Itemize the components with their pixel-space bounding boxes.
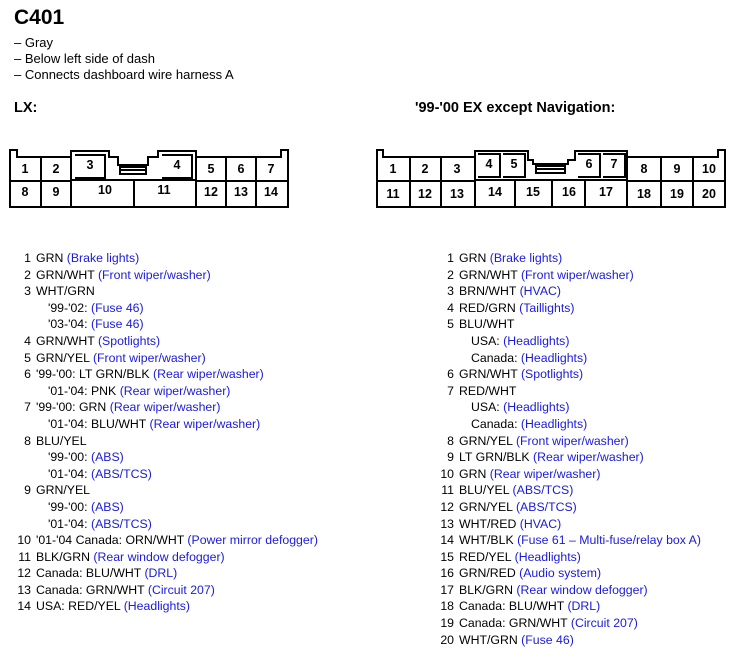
lx-cell-3: 3 xyxy=(86,158,94,172)
lx-cell-10: 10 xyxy=(98,183,112,197)
lx-pin-list xyxy=(14,250,318,615)
pin-entry xyxy=(437,466,701,483)
pin-variant-line xyxy=(459,333,701,350)
circuit-reference: (Brake lights) xyxy=(66,251,140,265)
wire-description: WHT/GRN xyxy=(459,632,522,647)
circuit-reference: (Brake lights) xyxy=(489,251,563,265)
note-harness: – Connects dashboard wire harness A xyxy=(14,67,234,82)
wire-description: Canada: xyxy=(471,350,521,365)
pin-number: 2 xyxy=(24,267,31,282)
pin-number: 10 xyxy=(17,533,31,548)
ex-cell-16: 16 xyxy=(562,185,576,199)
ex-cell-4: 4 xyxy=(485,157,493,171)
pin-number: 3 xyxy=(24,284,31,299)
note-location: – Below left side of dash xyxy=(14,51,155,66)
pin-entry xyxy=(437,516,701,533)
pin-entry xyxy=(437,615,701,632)
ex-key-slot xyxy=(536,166,565,173)
wire-description: '99-'00: GRN xyxy=(36,400,110,415)
pin-number: 14 xyxy=(17,599,31,614)
pin-number: 7 xyxy=(447,383,454,398)
pin-entry xyxy=(14,366,318,399)
wire-description: '01-'04: PNK xyxy=(48,383,120,398)
pin-variant-line xyxy=(36,316,318,333)
pin-number: 19 xyxy=(440,616,454,631)
circuit-reference: (Headlights) xyxy=(503,333,570,348)
circuit-reference: (DRL) xyxy=(144,566,178,581)
wire-description: USA: RED/YEL xyxy=(36,599,124,614)
pin-entry xyxy=(14,482,318,532)
wire-description: GRN/WHT xyxy=(459,367,521,382)
pin-line xyxy=(36,582,318,599)
pin-entry xyxy=(14,267,318,284)
pin-entry xyxy=(14,582,318,599)
wire-description: USA: xyxy=(471,333,504,348)
pin-number: 4 xyxy=(447,300,454,315)
lx-cell-4: 4 xyxy=(173,158,181,172)
ex-cell-3: 3 xyxy=(453,162,461,176)
circuit-reference: (Circuit 207) xyxy=(570,616,638,631)
ex-cell-2: 2 xyxy=(421,162,429,176)
pin-number: 6 xyxy=(447,367,454,382)
pin-line xyxy=(36,250,318,267)
circuit-reference: (Rear wiper/washer) xyxy=(119,383,231,398)
ex-cell-17: 17 xyxy=(599,185,613,199)
ex-cell-20: 20 xyxy=(702,187,716,201)
pin-variant-line xyxy=(36,466,318,483)
pin-line xyxy=(459,316,701,333)
connector-diagrams xyxy=(0,0,735,230)
circuit-reference: (Headlights) xyxy=(503,400,570,415)
lx-cell-7: 7 xyxy=(267,162,275,176)
wire-description: '01-'04 Canada: ORN/WHT xyxy=(36,533,188,548)
pin-entry xyxy=(14,350,318,367)
pin-number: 15 xyxy=(440,549,454,564)
pin-variant-line xyxy=(36,300,318,317)
wire-description: RED/YEL xyxy=(459,549,515,564)
pin-variant-line xyxy=(36,499,318,516)
pin-line xyxy=(36,549,318,566)
pin-entry xyxy=(437,449,701,466)
connector-title: C401 xyxy=(14,6,65,29)
wire-description: GRN/YEL xyxy=(36,483,90,498)
pin-entry xyxy=(14,532,318,549)
pin-entry xyxy=(437,482,701,499)
pin-line xyxy=(36,482,318,499)
wire-description: WHT/RED xyxy=(459,516,520,531)
lx-cell-2: 2 xyxy=(52,162,60,176)
circuit-reference: (Fuse 46) xyxy=(90,300,144,315)
pin-line xyxy=(36,399,318,416)
pin-line xyxy=(459,499,701,516)
wire-description: '99-'00: xyxy=(48,499,91,514)
pin-entry xyxy=(437,283,701,300)
wire-description: GRN xyxy=(36,251,67,265)
pin-entry xyxy=(14,565,318,582)
pin-number: 14 xyxy=(440,533,454,548)
wire-description: RED/WHT xyxy=(459,383,517,398)
wire-description: '99-'00: LT GRN/BLK xyxy=(36,367,154,382)
circuit-reference: (Fuse 46) xyxy=(521,632,574,647)
pin-line xyxy=(36,350,318,367)
pin-line xyxy=(459,632,701,649)
pin-number: 2 xyxy=(447,267,454,282)
pin-number: 20 xyxy=(440,632,454,647)
wire-description: BLK/GRN xyxy=(459,582,517,597)
pin-line xyxy=(36,333,318,350)
wire-description: Canada: BLU/WHT xyxy=(459,599,568,614)
lx-cell-12: 12 xyxy=(204,185,218,199)
ex-cell-12: 12 xyxy=(418,187,432,201)
pin-number: 16 xyxy=(440,566,454,581)
pin-line xyxy=(459,482,701,499)
pin-variant-line xyxy=(36,416,318,433)
pin-line xyxy=(459,250,701,267)
pin-number: 4 xyxy=(24,333,31,348)
wire-description: BLU/YEL xyxy=(459,483,513,498)
pin-number: 5 xyxy=(24,350,31,365)
ex-cell-7: 7 xyxy=(610,157,618,171)
pin-number: 5 xyxy=(447,317,454,332)
pin-number: 8 xyxy=(24,433,31,448)
lx-cell-9: 9 xyxy=(52,185,60,199)
pin-variant-line xyxy=(36,383,318,400)
pin-number: 1 xyxy=(24,251,31,265)
wire-description: '01-'04: xyxy=(48,516,91,531)
circuit-reference: (Rear window defogger) xyxy=(516,582,648,597)
circuit-reference: (Audio system) xyxy=(519,566,602,581)
wire-description: RED/GRN xyxy=(459,300,520,315)
wire-description: '99-'00: xyxy=(48,450,91,465)
pin-number: 12 xyxy=(17,566,31,581)
pin-entry xyxy=(437,433,701,450)
pin-variant-line xyxy=(36,516,318,533)
wire-description: BRN/WHT xyxy=(459,284,520,299)
pin-line xyxy=(459,466,701,483)
pin-entry xyxy=(437,632,701,649)
wire-description: LT GRN/BLK xyxy=(459,450,534,465)
pin-variant-line xyxy=(459,350,701,367)
wire-description: GRN xyxy=(459,251,490,265)
pin-variant-line xyxy=(36,449,318,466)
wire-description: WHT/GRN xyxy=(36,284,95,299)
ex-cell-1: 1 xyxy=(389,162,397,176)
pin-entry xyxy=(437,316,701,366)
ex-cell-15: 15 xyxy=(526,185,540,199)
wire-description: Canada: BLU/WHT xyxy=(36,566,145,581)
pin-entry xyxy=(437,499,701,516)
ex-cell-11: 11 xyxy=(386,187,400,201)
circuit-reference: (Rear wiper/washer) xyxy=(533,450,644,465)
ex-cell-18: 18 xyxy=(637,187,651,201)
pin-entry xyxy=(437,582,701,599)
circuit-reference: (Fuse 46) xyxy=(90,317,144,332)
pin-line xyxy=(459,532,701,549)
circuit-reference: (Rear wiper/washer) xyxy=(489,466,601,481)
pin-line xyxy=(459,565,701,582)
pin-line xyxy=(459,283,701,300)
wire-description: GRN/WHT xyxy=(459,267,521,282)
ex-cell-5: 5 xyxy=(510,157,518,171)
ex-cell-19: 19 xyxy=(670,187,684,201)
pin-line xyxy=(36,565,318,582)
pin-variant-line xyxy=(459,416,701,433)
wire-description: Canada: GRN/WHT xyxy=(36,582,148,597)
ex-cell-9: 9 xyxy=(673,162,681,176)
ex-cell-10: 10 xyxy=(702,162,716,176)
wire-description: GRN/WHT xyxy=(36,333,98,348)
lx-cell-5: 5 xyxy=(207,162,215,176)
wire-description: GRN/RED xyxy=(459,566,520,581)
circuit-reference: (ABS) xyxy=(90,499,124,514)
pin-number: 1 xyxy=(447,251,454,265)
lx-cell-11: 11 xyxy=(157,183,171,197)
pin-number: 8 xyxy=(447,433,454,448)
pin-line xyxy=(459,383,701,400)
pin-number: 6 xyxy=(24,367,31,382)
circuit-reference: (Headlights) xyxy=(514,549,581,564)
ex-pin-list xyxy=(437,250,701,648)
pin-line xyxy=(459,300,701,317)
pin-entry xyxy=(437,383,701,433)
circuit-reference: (HVAC) xyxy=(519,516,562,531)
pin-line xyxy=(459,449,701,466)
circuit-reference: (Headlights) xyxy=(520,350,588,365)
lx-cell-8: 8 xyxy=(21,185,29,199)
pin-entry xyxy=(14,598,318,615)
circuit-reference: (Spotlights) xyxy=(520,367,584,382)
pin-variant-line xyxy=(459,399,701,416)
pin-line xyxy=(459,267,701,284)
pin-number: 18 xyxy=(440,599,454,614)
ex-cell-13: 13 xyxy=(450,187,464,201)
pin-entry xyxy=(437,250,701,267)
circuit-reference: (HVAC) xyxy=(519,284,562,299)
circuit-reference: (Front wiper/washer) xyxy=(520,267,634,282)
circuit-reference: (ABS/TCS) xyxy=(512,483,574,498)
wire-description: USA: xyxy=(471,400,504,415)
pin-number: 3 xyxy=(447,284,454,299)
circuit-reference: (Front wiper/washer) xyxy=(515,433,629,448)
wire-description: GRN xyxy=(459,466,490,481)
pin-line xyxy=(459,598,701,615)
pin-line xyxy=(459,366,701,383)
pin-line xyxy=(36,267,318,284)
pin-line xyxy=(36,598,318,615)
lx-cell-1: 1 xyxy=(21,162,29,176)
circuit-reference: (Rear wiper/washer) xyxy=(153,367,264,382)
circuit-reference: (Rear window defogger) xyxy=(93,549,225,564)
pin-entry xyxy=(437,532,701,549)
pin-line xyxy=(459,615,701,632)
pin-entry xyxy=(14,399,318,432)
wire-description: '01-'04: BLU/WHT xyxy=(48,416,150,431)
wire-description: Canada: xyxy=(471,416,521,431)
wire-description: BLK/GRN xyxy=(36,549,94,564)
pin-number: 17 xyxy=(440,582,454,597)
wire-description: GRN/WHT xyxy=(36,267,98,282)
pin-entry xyxy=(437,549,701,566)
pin-entry xyxy=(14,549,318,566)
circuit-reference: (Rear wiper/washer) xyxy=(149,416,261,431)
circuit-reference: (Circuit 207) xyxy=(147,582,215,597)
wire-description: GRN/YEL xyxy=(459,499,516,514)
wire-description: '01-'04: xyxy=(48,466,91,481)
circuit-reference: (Power mirror defogger) xyxy=(187,533,318,548)
pin-line xyxy=(459,549,701,566)
lx-cell-14: 14 xyxy=(264,185,278,199)
pin-line xyxy=(459,433,701,450)
circuit-reference: (Front wiper/washer) xyxy=(92,350,206,365)
pin-entry xyxy=(14,433,318,483)
pin-line xyxy=(36,532,318,549)
pin-line xyxy=(459,516,701,533)
pin-line xyxy=(36,366,318,383)
circuit-reference: (Headlights) xyxy=(123,599,190,614)
ex-cell-8: 8 xyxy=(640,162,648,176)
note-color: – Gray xyxy=(14,35,54,50)
ex-cell-6: 6 xyxy=(585,157,593,171)
circuit-reference: (Front wiper/washer) xyxy=(97,267,211,282)
circuit-reference: (ABS/TCS) xyxy=(90,466,152,481)
circuit-reference: (DRL) xyxy=(567,599,601,614)
ex-title: '99-'00 EX except Navigation: xyxy=(415,100,616,116)
lx-key-slot xyxy=(120,167,146,174)
pin-entry xyxy=(437,267,701,284)
pin-number: 10 xyxy=(440,466,454,481)
lx-cell-13: 13 xyxy=(234,185,248,199)
circuit-reference: (Taillights) xyxy=(519,300,575,315)
pin-line xyxy=(36,283,318,300)
pin-number: 12 xyxy=(440,499,454,514)
pin-line xyxy=(36,433,318,450)
pin-number: 13 xyxy=(17,582,31,597)
circuit-reference: (Spotlights) xyxy=(97,333,161,348)
wire-description: BLU/WHT xyxy=(459,317,515,332)
wire-description: BLU/YEL xyxy=(36,433,87,448)
pin-entry xyxy=(14,333,318,350)
pin-entry xyxy=(14,250,318,267)
circuit-reference: (ABS/TCS) xyxy=(90,516,152,531)
lx-cell-6: 6 xyxy=(237,162,245,176)
pin-entry xyxy=(437,300,701,317)
pin-number: 7 xyxy=(24,400,31,415)
pin-number: 9 xyxy=(24,483,31,498)
wire-description: Canada: GRN/WHT xyxy=(459,616,571,631)
circuit-reference: (Fuse 61 – Multi-fuse/relay box A) xyxy=(517,533,701,548)
wire-description: WHT/BLK xyxy=(459,533,518,548)
pin-line xyxy=(459,582,701,599)
pin-entry xyxy=(437,565,701,582)
pin-entry xyxy=(437,366,701,383)
circuit-reference: (Headlights) xyxy=(520,416,588,431)
pin-number: 9 xyxy=(447,450,454,465)
pin-number: 11 xyxy=(18,549,31,564)
pin-number: 13 xyxy=(440,516,454,531)
circuit-reference: (ABS/TCS) xyxy=(515,499,577,514)
ex-cell-14: 14 xyxy=(488,185,502,199)
pin-entry xyxy=(14,283,318,333)
circuit-reference: (Rear wiper/washer) xyxy=(109,400,221,415)
pin-number: 11 xyxy=(441,483,454,498)
wire-description: GRN/YEL xyxy=(459,433,516,448)
lx-title: LX: xyxy=(14,100,38,116)
wire-description: '99-'02: xyxy=(48,300,91,315)
wire-description: '03-'04: xyxy=(48,317,91,332)
pin-entry xyxy=(437,598,701,615)
circuit-reference: (ABS) xyxy=(90,450,124,465)
wire-description: GRN/YEL xyxy=(36,350,93,365)
